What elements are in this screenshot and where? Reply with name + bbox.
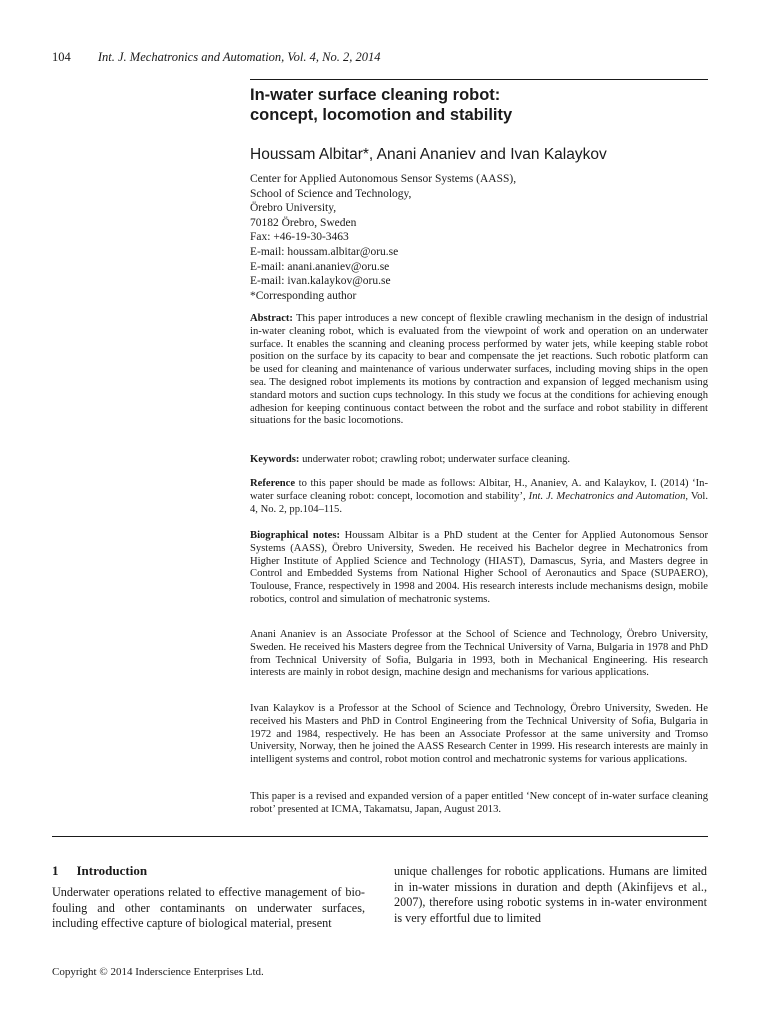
abstract-label: Abstract: xyxy=(250,313,293,324)
intro-column-left: Underwater operations related to effective management of bio-fouling and other contaminants on underwater surfaces, including effective capture of biological material, present xyxy=(52,885,365,931)
title-line: concept, locomotion and stability xyxy=(250,106,513,124)
intro-column-right: unique challenges for robotic applications. Humans are limited in in-water missions in duration and depth (Akinfijevs et al., 2007), therefore using robotic systems in in-water environment is very effortful due to limited xyxy=(394,864,707,925)
biographical-notes xyxy=(250,530,708,607)
affiliation-line: 70182 Örebro, Sweden xyxy=(250,216,357,229)
page-number: 104 xyxy=(52,50,71,64)
bio-albitar: Houssam Albitar is a PhD student at the Center for Applied Autonomous Sensor Systems (AASS), Örebro University, Sweden. He received his Bachelor degree in Mechatronics from Higher Institute of Applied Science and Technology (HIAST), Damascus, Syria, and Masters degree in Control and Embedded Systems from National Higher School of Aeronautics and Space (SUPAERO), Toulouse, France, respectively in 1998 and 2004. His research interests include mechanisms design, mobile robotics, control and simulation of mechatronic systems. xyxy=(250,530,708,605)
section-number: 1 xyxy=(52,863,59,878)
email-line: E-mail: houssam.albitar@oru.se xyxy=(250,245,399,258)
fax-line: Fax: +46-19-30-3463 xyxy=(250,231,349,244)
running-header xyxy=(52,50,381,65)
bio-kalaykov: Ivan Kalaykov is a Professor at the School of Science and Technology, Örebro University, Sweden. He received his Masters and PhD in Control Engineering from the Technical University of Sofia, Bulgaria in 1972 and 1984, respectively. He has been an Associate Professor at the same university and Tromso University, Norway, then he joined the AASS Research Center in 1999. His research interests are mainly in intelligent systems and control, robot motion control and mechatronic systems for various applications. xyxy=(250,703,708,766)
bio-label: Biographical notes: xyxy=(250,530,340,541)
journal-citation: Int. J. Mechatronics and Automation, Vol. 4, No. 2, 2014 xyxy=(97,50,381,64)
reference-details: , Vol. 4, No. 2, pp.104–115. xyxy=(250,490,709,515)
reference-text: to this paper should be made as follows: Albitar, H., Ananiev, A. and Kalaykov, I. (2014) ‘In-water surface cleaning robot: concept, locomotion and stability’, xyxy=(250,478,708,502)
section-title: Introduction xyxy=(76,863,148,878)
reference-label: Reference xyxy=(250,478,296,489)
copyright-footer: Copyright © 2014 Inderscience Enterprises Ltd. xyxy=(52,966,264,978)
abstract xyxy=(250,313,708,428)
title-line: In-water surface cleaning robot: xyxy=(250,86,501,104)
corresponding-author-note: *Corresponding author xyxy=(250,289,357,302)
affiliation xyxy=(250,172,710,303)
top-rule xyxy=(250,79,708,80)
affiliation-line: Örebro University, xyxy=(250,202,337,215)
section-rule xyxy=(52,836,708,837)
affiliation-line: School of Science and Technology, xyxy=(250,187,412,200)
section-heading xyxy=(52,863,147,879)
email-line: E-mail: ivan.kalaykov@oru.se xyxy=(250,275,391,288)
affiliation-line: Center for Applied Autonomous Sensor Systems (AASS), xyxy=(250,173,517,185)
revision-note: This paper is a revised and expanded version of a paper entitled ‘New concept of in-water surface cleaning robot’ presented at ICMA, Takamatsu, Japan, August 2013. xyxy=(250,791,708,815)
keywords-label: Keywords: xyxy=(250,454,300,465)
abstract-text: This paper introduces a new concept of flexible crawling mechanism in the design of industrial in-water cleaning robot, which is evaluated from the viewpoint of work and operation on an underwater surface. It enables the scanning and cleaning process performed by water jets, while keeping stable robot position on the surface by its capacity to bear and compensate the jet reactions. Such robotic platform can be used for cleaning and maintenance of various underwater surfaces, including moving ships in the open sea. The designed robot implements its motions by contraction and expansion of legged mechanism using standard motors and suction cups technology. In this study we focus at the conditions for achieving enough adhesion for keeping continuous contact between the robot and the surface and robot stability in different situations for the basic locomotions. xyxy=(250,313,708,427)
email-line: E-mail: anani.ananiev@oru.se xyxy=(250,260,390,273)
reference-journal: Int. J. Mechatronics and Automation xyxy=(528,490,686,502)
bio-ananiev: Anani Ananiev is an Associate Professor at the School of Science and Technology, Örebro University, Sweden. He received his Masters degree from the Technical University of Varna, Bulgaria in 1978 and PhD from Technical University of Sofia, Bulgaria in 1993, both in Mechanical Engineering. His research interests are mainly in robot design, machine design and mechanisms for various applications. xyxy=(250,629,708,679)
keywords xyxy=(250,454,708,467)
reference xyxy=(250,478,708,516)
paper-title xyxy=(250,85,710,125)
keywords-text: underwater robot; crawling robot; underwater surface cleaning. xyxy=(302,454,571,465)
author-list: Houssam Albitar*, Anani Ananiev and Ivan Kalaykov xyxy=(250,146,607,163)
